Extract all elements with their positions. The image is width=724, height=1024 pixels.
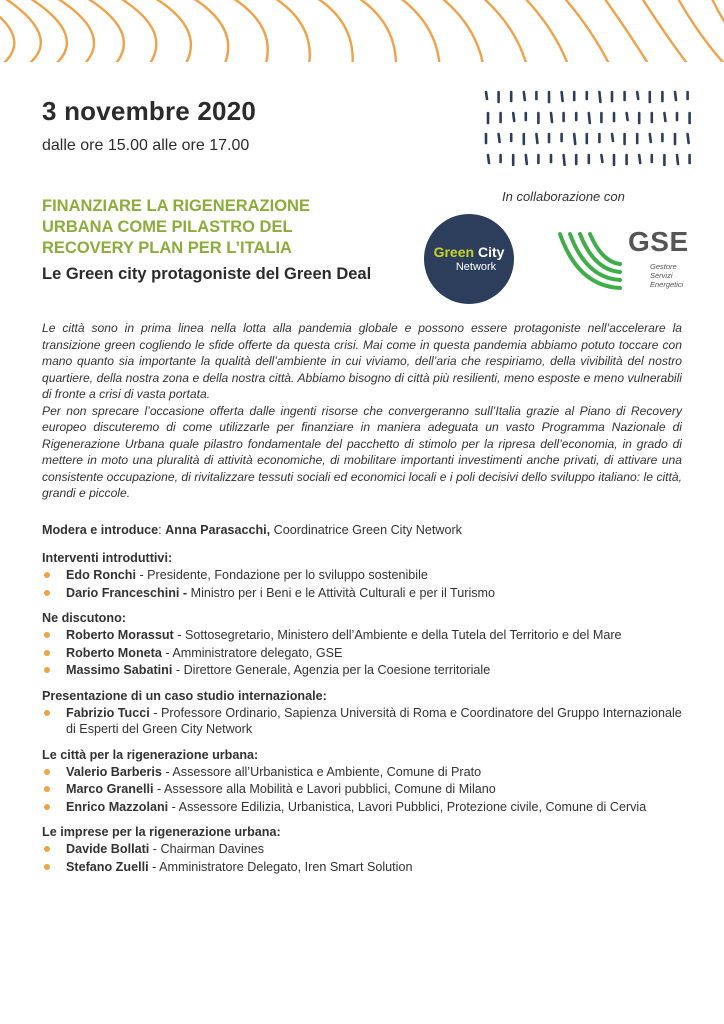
- speaker-name: Fabrizio Tucci: [66, 705, 150, 720]
- speaker-name: Edo Ronchi: [66, 568, 136, 582]
- section-companies: [42, 823, 692, 875]
- speaker-role: - Chairman Davines: [149, 842, 265, 856]
- speaker-name: Marco Granelli: [66, 782, 154, 796]
- section-title: Le città per la rigenerazione urbana:: [42, 747, 259, 762]
- speaker-entry: [42, 705, 692, 738]
- bullet-icon: [44, 632, 50, 638]
- speaker-entry: [42, 662, 692, 679]
- speaker-role: - Direttore Generale, Agenzia per la Coesione territoriale: [172, 663, 491, 677]
- speaker-name: Stefano Zuelli: [66, 859, 149, 874]
- speaker-entry: [42, 841, 692, 858]
- moderator-role: Coordinatrice Green City Network: [270, 523, 462, 537]
- intro-paragraph-1: Le città sono in prima linea nella lotta alla pandemia globale e possono essere protagoniste nell’accelerare la transizione green cogliendo le sfide offerte da questa crisi. Mai come in questa pandemia abbiamo potuto toccare con mano quanto sia importante la qualità dell’ambiente in cui viviamo, dell’aria che respiriamo, della vivibilità del nostro quartiere, della nostra zona e della nostra città. Abbiamo bisogno di città più resilienti, meno esposte e meno vulnerabili di fronte a crisi di vasta portata.: [42, 321, 682, 401]
- gse-logo-subtitle: [650, 262, 683, 289]
- speaker-role: - Assessore all’Urbanistica e Ambiente, Comune di Prato: [161, 764, 482, 779]
- section-discussion: [42, 609, 692, 679]
- speaker-role: - Amministratore Delegato, Iren Smart Solution: [148, 859, 413, 874]
- speaker-name: Valerio Barberis: [66, 764, 162, 779]
- program: [42, 521, 692, 883]
- gse-sub-line-2: Servizi: [650, 271, 673, 280]
- moderator-colon: :: [158, 523, 166, 537]
- section-case-study: [42, 687, 692, 738]
- bullet-icon: [44, 650, 50, 656]
- event-time: dalle ore 15.00 alle ore 17.00: [42, 137, 250, 154]
- speaker-name: Dario Franceschini -: [66, 585, 188, 600]
- section-intro-talks: [42, 549, 692, 601]
- moderator-name: Anna Parasacchi,: [165, 523, 271, 537]
- speaker-role: - Presidente, Fondazione per lo sviluppo sostenibile: [135, 568, 428, 582]
- gse-sub-line-1: Gestore: [650, 262, 677, 271]
- event-date: 3 novembre 2020: [42, 96, 257, 126]
- speaker-entry: [42, 585, 692, 602]
- decorative-wave-pattern: [0, 0, 724, 62]
- speaker-name: Enrico Mazzolani: [66, 799, 169, 814]
- bullet-icon: [44, 769, 50, 775]
- bullet-icon: [44, 846, 50, 852]
- bullet-icon: [44, 786, 50, 792]
- bullet-icon: [44, 864, 50, 870]
- bullet-icon: [44, 710, 50, 716]
- speaker-role: - Assessore Edilizia, Urbanistica, Lavori Pubblici, Protezione civile, Comune di Cervia: [168, 799, 647, 814]
- speaker-entry: [42, 567, 692, 584]
- speaker-entry: [42, 781, 692, 798]
- section-title: Ne discutono:: [42, 611, 126, 625]
- gse-logo-text: GSE: [628, 226, 689, 257]
- speaker-entry: [42, 627, 692, 644]
- speaker-name: Roberto Moneta: [66, 645, 162, 660]
- logo-word-city: City: [477, 244, 505, 260]
- bullet-icon: [44, 590, 50, 596]
- moderator-line: [42, 521, 692, 539]
- green-city-network-logo: [424, 214, 514, 304]
- speaker-entry: [42, 799, 692, 816]
- moderator-label: Modera e introduce: [42, 523, 159, 537]
- section-cities: [42, 746, 692, 816]
- section-title: Presentazione di un caso studio internazionale:: [42, 688, 327, 703]
- speaker-entry: [42, 859, 692, 876]
- bullet-icon: [44, 667, 50, 673]
- speaker-name: Davide Bollati: [66, 842, 150, 856]
- speaker-entry: [42, 645, 692, 662]
- speaker-entry: [42, 764, 692, 781]
- event-headline: FINANZIARE LA RIGENERAZIONE URBANA COME PILASTRO DEL RECOVERY PLAN PER L’ITALIA: [42, 197, 310, 257]
- bullet-icon: [44, 572, 50, 578]
- collaboration-label: In collaborazione con: [502, 189, 625, 204]
- logo-word-green: Green: [433, 244, 475, 260]
- speaker-role: - Assessore alla Mobilità e Lavori pubblici, Comune di Milano: [153, 782, 496, 796]
- decorative-dash-pattern: [482, 84, 698, 166]
- intro-text: [42, 320, 682, 502]
- gse-sub-line-3: Energetici: [650, 280, 684, 289]
- speaker-role: - Sottosegretario, Ministero dell’Ambiente e della Tutela del Territorio e del Mare: [173, 628, 622, 642]
- intro-paragraph-2: Per non sprecare l’occasione offerta dalle ingenti risorse che convergeranno sull’Italia grazie al Piano di Recovery europeo discuteremo di come utilizzarle per finanziare in maniera adeguata un vasto Programma Nazionale di Rigenerazione Urbana quale pilastro fondamentale del pacchetto di stimolo per la ripresa dell’economia, in grado di mettere in moto una pluralità di attività economiche, di mobilitare importanti investimenti anche privati, di attivare una consistente occupazione, di rivitalizzare tessuti sociali ed economici locali e i poli decisivi dello sviluppo italiano: le città, grandi e piccole.: [42, 403, 682, 500]
- speaker-role: Ministro per i Beni e le Attività Culturali e per il Turismo: [187, 585, 496, 600]
- speaker-role: - Professore Ordinario, Sapienza Università di Roma e Coordinatore del Gruppo Internazionale di Esperti del Green City Network: [66, 705, 682, 736]
- speaker-role: - Amministratore delegato, GSE: [161, 645, 343, 660]
- section-title: Le imprese per la rigenerazione urbana:: [42, 825, 281, 839]
- speaker-name: Massimo Sabatini: [66, 663, 173, 677]
- logo-word-network: Network: [455, 261, 497, 273]
- speaker-name: Roberto Morassut: [66, 628, 174, 642]
- event-subtitle: Le Green city protagoniste del Green Deal: [42, 265, 372, 283]
- bullet-icon: [44, 804, 50, 810]
- section-title: Interventi introduttivi:: [42, 551, 173, 565]
